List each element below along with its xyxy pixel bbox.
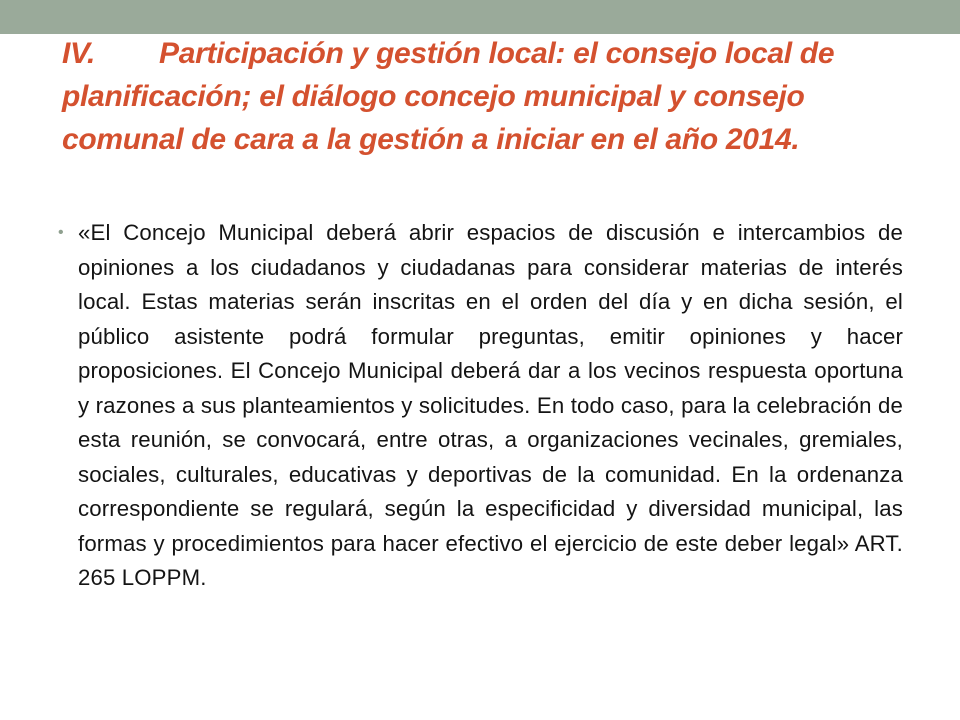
bullet-text: «El Concejo Municipal deberá abrir espacios de discusión e intercambios de opiniones a los ciudadanos y ciudadanas para considerar materias de interés local. Estas materias serán inscritas en el orden del día y en dicha sesión, el público asistente podrá formular preguntas, emitir opiniones y hacer proposiciones. El Concejo Municipal deberá dar a los vecinos respuesta oportuna y razones a sus planteamientos y solicitudes. En todo caso, para la celebración de esta reunión, se convocará, entre otras, a organizaciones vecinales, gremiales, sociales, culturales, educativas y deportivas de la comunidad. En la ordenanza correspondiente se regulará, según la especificidad y diversidad municipal, las formas y procedimientos para hacer efectivo el ejercicio de este deber legal» ART. 265 LOPPM. xyxy=(78,220,903,590)
slide-body xyxy=(58,216,903,596)
title-section-number: IV. xyxy=(62,37,96,70)
bullet-item xyxy=(58,216,903,596)
top-accent-bar xyxy=(0,0,960,34)
slide-title xyxy=(62,32,912,161)
bullet-icon: • xyxy=(58,224,64,241)
title-text: Participación y gestión local: el consejo local de planificación; el diálogo concejo municipal y consejo comunal de cara a la gestión a iniciar en el año 2014. xyxy=(62,37,835,156)
